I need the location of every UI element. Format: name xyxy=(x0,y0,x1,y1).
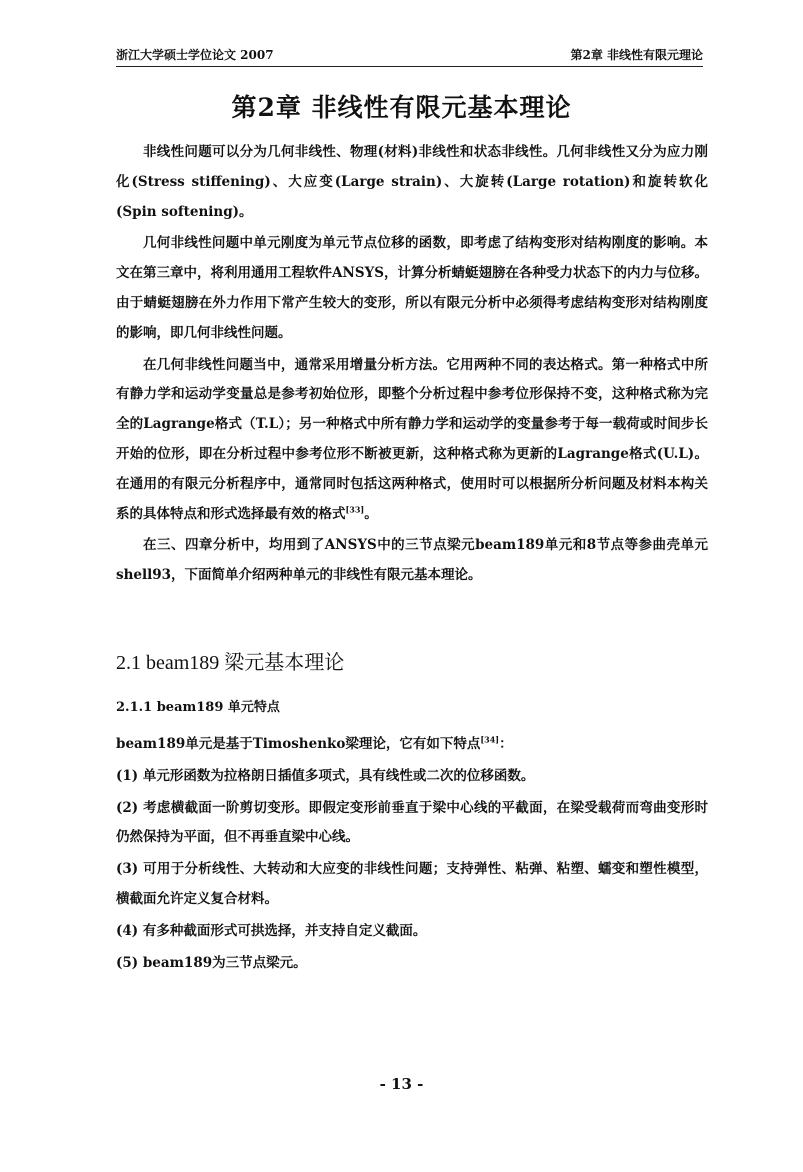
paragraph-3-text: 在几何非线性问题当中，通常采用增量分析方法。它用两种不同的表达格式。第一种格式中所有静力学和运动学变量总是参考初始位形，即整个分析过程中参考位形保持不变，这种格式称为完全的Lagrange格式（T.L）；另一种格式中所有静力学和运动学的变量参考于每一载荷或时间步长开始的位形，即在分析过程中参考位形不断被更新，这种格式称为更新的Lagrange格式(U.L)。在通用的有限元分析程序中，通常同时包括这两种格式，使用时可以根据所分析问题及材料本构关系的具体特点和形式选择最有效的格式 xyxy=(116,356,708,522)
list-item: (5) beam189为三节点梁元。 xyxy=(116,954,307,971)
page-number: - 13 - xyxy=(379,1075,424,1093)
feature-list xyxy=(116,730,708,978)
paragraph-1: 非线性问题可以分为几何非线性、物理(材料)非线性和状态非线性。几何非线性又分为应力刚化(Stress stiffening)、大应变(Large strain)、大旋转(Large rotation)和旋转软化(Spin softening)。 xyxy=(116,144,708,220)
paragraph-2: 几何非线性问题中单元刚度为单元节点位移的函数，即考虑了结构变形对结构刚度的影响。本文在第三章中，将利用通用工程软件ANSYS，计算分析蜻蜓翅膀在各种受力状态下的内力与位移。由于蜻蜓翅膀在外力作用下常产生较大的变形，所以有限元分析中必须得考虑结构变形对结构刚度的影响，即几何非线性问题。 xyxy=(116,235,708,341)
list-item: (4) 有多种截面形式可拱选择，并支持自定义截面。 xyxy=(116,922,427,939)
list-item: (3) 可用于分析线性、大转动和大应变的非线性问题；支持弹性、粘弹、粘塑、蠕变和塑性模型，横截面允许定义复合材料。 xyxy=(116,861,708,907)
body-text xyxy=(116,138,708,591)
citation-34: [34] xyxy=(480,734,500,745)
chapter-title: 第2章 非线性有限元基本理论 xyxy=(231,93,572,122)
section-title: 2.1 beam189 梁元基本理论 xyxy=(116,652,345,674)
paragraph-3 xyxy=(116,351,708,530)
subsection-title: 2.1.1 beam189 单元特点 xyxy=(116,700,280,715)
running-header xyxy=(116,44,703,67)
list-intro-text: beam189单元是基于Timoshenko梁理论，它有如下特点 xyxy=(116,736,481,752)
list-intro xyxy=(116,730,708,760)
paragraph-4: 在三、四章分析中，均用到了ANSYS中的三节点梁元beam189单元和8节点等参曲壳单元shell93，下面简单介绍两种单元的非线性有限元基本理论。 xyxy=(116,537,708,584)
header-right: 第2章 非线性有限元理论 xyxy=(570,48,703,62)
citation-33: [33] xyxy=(345,504,365,515)
list-item: (1) 单元形函数为拉格朗日插值多项式，具有线性或二次的位移函数。 xyxy=(116,767,535,784)
list-intro-end: ： xyxy=(499,736,513,752)
header-left: 浙江大学硕士学位论文 2007 xyxy=(116,48,274,62)
list-item: (2) 考虑横截面一阶剪切变形。即假定变形前垂直于梁中心线的平截面，在梁受载荷而弯曲变形时仍然保持为平面，但不再垂直梁中心线。 xyxy=(116,799,708,846)
paragraph-3-end: 。 xyxy=(364,505,378,522)
